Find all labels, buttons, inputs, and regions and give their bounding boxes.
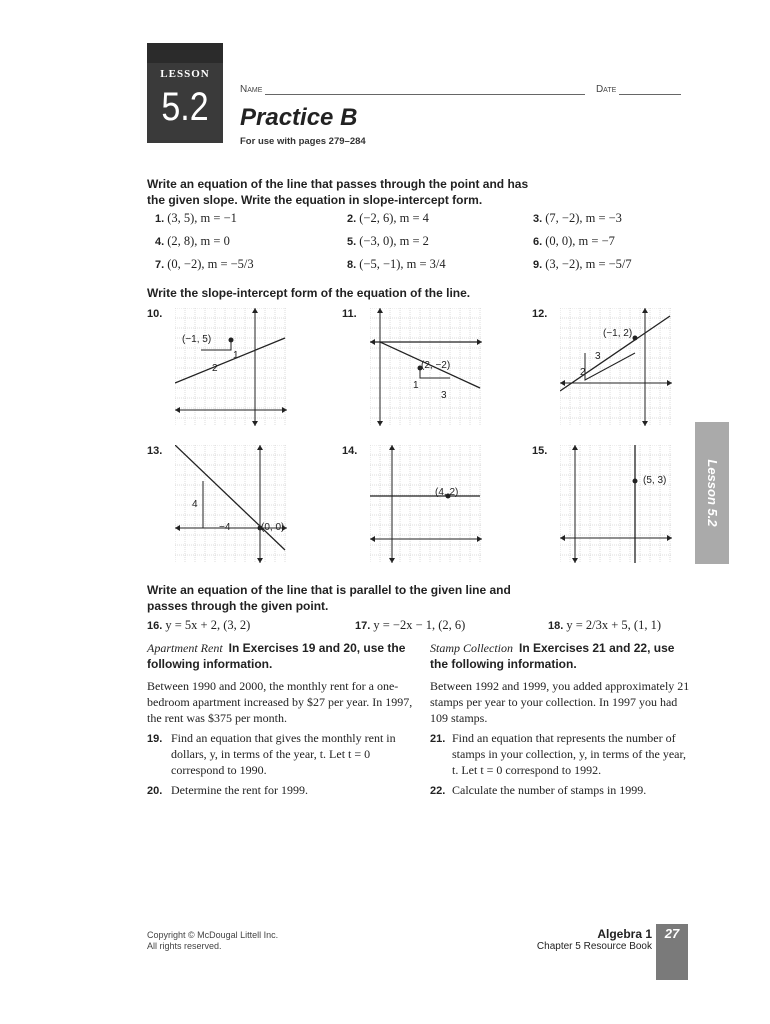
parallel-exercise xyxy=(355,618,465,633)
q21-number: 21. xyxy=(430,733,446,745)
y-axis-arrow xyxy=(642,421,648,426)
name-date-row xyxy=(240,84,681,95)
exercise-number: 5. xyxy=(347,236,360,248)
date-label: Date xyxy=(595,84,617,95)
y-axis-arrow xyxy=(257,558,263,563)
book-title: Algebra 1 xyxy=(597,927,652,941)
point-dot xyxy=(633,479,638,484)
exercise-text: (−5, −1), m = 3/4 xyxy=(359,257,446,271)
x-axis-arrow xyxy=(560,380,565,386)
graph-number: 11. xyxy=(342,308,357,320)
coordinate-graph xyxy=(560,308,672,426)
graph-point-label: 3 xyxy=(595,351,601,362)
lesson-label: LESSON xyxy=(160,68,210,80)
rights-text: All rights reserved. xyxy=(147,941,222,951)
q20-number: 20. xyxy=(147,785,163,797)
graph-number: 14. xyxy=(342,445,358,457)
side-tab-label: Lesson 5.2 xyxy=(705,459,720,527)
question-21 xyxy=(430,730,692,778)
exercise-item xyxy=(533,211,622,226)
y-axis-arrow xyxy=(642,308,648,313)
exercise-number: 1. xyxy=(155,213,168,225)
exercise-number: 4. xyxy=(155,236,168,248)
resource-title: Chapter 5 Resource Book xyxy=(536,941,652,952)
q19-number: 19. xyxy=(147,733,163,745)
exercise-item xyxy=(533,257,632,272)
x-axis-arrow xyxy=(370,536,375,542)
stamps-heading xyxy=(430,640,692,672)
exercise-item xyxy=(155,234,230,249)
exercise-item xyxy=(347,211,429,226)
x-axis-arrow xyxy=(560,535,565,541)
page-title: Practice B xyxy=(240,104,358,131)
coordinate-graph xyxy=(370,445,482,563)
x-axis-arrow xyxy=(477,536,482,542)
x-axis-arrow xyxy=(175,525,180,531)
graph-number: 13. xyxy=(147,445,163,457)
name-label: Name xyxy=(240,84,263,95)
exercise-text: y = −2x − 1, (2, 6) xyxy=(373,618,466,632)
exercise-item xyxy=(347,234,429,249)
q22-number: 22. xyxy=(430,785,446,797)
exercise-text: (3, −2), m = −5/7 xyxy=(545,257,632,271)
exercise-number: 9. xyxy=(533,259,546,271)
graph-point-label: 4 xyxy=(192,499,198,510)
apartment-topic: Apartment Rent xyxy=(147,641,223,655)
graph-point-label: (0, 0) xyxy=(261,522,285,533)
graph-number: 10. xyxy=(147,308,163,320)
y-axis-arrow xyxy=(377,421,383,426)
slope-triangle xyxy=(203,481,260,528)
page-range: For use with pages 279–284 xyxy=(240,136,366,147)
graph-point-label: 3 xyxy=(441,390,447,401)
graph-point-label: (−1, 2) xyxy=(603,328,633,339)
y-axis-arrow xyxy=(377,308,383,313)
exercise-text: (0, 0), m = −7 xyxy=(545,234,615,248)
exercise-number: 16. xyxy=(147,620,166,632)
y-axis-arrow xyxy=(252,421,258,426)
copyright-text: Copyright © McDougal Littell Inc. xyxy=(147,930,279,940)
apartment-heading-text: In Exercises 19 and 20, use the following information. xyxy=(147,641,406,671)
graph-point-label: (2, −2) xyxy=(421,360,451,371)
exercise-number: 6. xyxy=(533,236,546,248)
graph-point-label: (5, 3) xyxy=(643,475,667,486)
graph-number: 15. xyxy=(532,445,548,457)
graph-point-label: (4, 2) xyxy=(435,487,459,498)
coordinate-graph xyxy=(175,445,287,563)
question-22 xyxy=(430,782,692,799)
graph-point-label: 1 xyxy=(233,350,239,361)
exercise-item xyxy=(533,234,615,249)
coordinate-graph xyxy=(370,308,482,426)
y-axis-arrow xyxy=(572,558,578,563)
lesson-side-tab xyxy=(695,422,729,564)
section3-instruction: Write an equation of the line that is parallel to the given line and passes through the given point. xyxy=(147,583,511,613)
page-number: 27 xyxy=(656,924,688,980)
lesson-number: 5.2 xyxy=(161,85,209,129)
y-axis-arrow xyxy=(257,445,263,450)
exercise-number: 18. xyxy=(548,620,567,632)
exercise-item xyxy=(155,211,237,226)
q20-text: Determine the rent for 1999. xyxy=(171,783,308,797)
x-axis-arrow xyxy=(667,380,672,386)
section1-instruction: Write an equation of the line that passes through the point and has the given slope. Write the equation in slope-intercept form. xyxy=(147,177,529,207)
exercise-item xyxy=(155,257,254,272)
exercise-text: (0, −2), m = −5/3 xyxy=(167,257,254,271)
parallel-exercise xyxy=(147,618,250,633)
apartment-heading xyxy=(147,640,409,672)
exercise-number: 7. xyxy=(155,259,168,271)
graph-point-label: (−1, 5) xyxy=(182,334,212,345)
y-axis-arrow xyxy=(389,558,395,563)
stamps-body: Between 1992 and 1999, you added approximately 21 stamps per year to your collection. In 1997 you had 109 stamps. xyxy=(430,679,690,725)
exercise-text: (2, 8), m = 0 xyxy=(167,234,230,248)
footer-copyright xyxy=(147,930,278,952)
exercise-number: 3. xyxy=(533,213,546,225)
section2-instruction: Write the slope-intercept form of the equation of the line. xyxy=(147,286,471,300)
graph-point-label: 2 xyxy=(580,367,586,378)
x-axis-arrow xyxy=(282,407,287,413)
graph-point-label: −4 xyxy=(219,522,231,533)
point-dot xyxy=(633,336,638,341)
exercise-text: (7, −2), m = −3 xyxy=(545,211,622,225)
exercise-text: y = 5x + 2, (3, 2) xyxy=(165,618,251,632)
graph-point-label: 2 xyxy=(212,363,218,374)
graph-number: 12. xyxy=(532,308,548,320)
exercise-text: y = 2/3x + 5, (1, 1) xyxy=(566,618,662,632)
q21-text: Find an equation that represents the number of stamps in your collection, y, in terms of the year, t. Let t = 0 correspond to 1992. xyxy=(452,731,687,777)
coordinate-graph xyxy=(175,308,287,426)
exercise-item xyxy=(347,257,446,272)
point-dot xyxy=(229,338,234,343)
stamps-topic: Stamp Collection xyxy=(430,641,513,655)
exercise-text: (−3, 0), m = 2 xyxy=(359,234,429,248)
q22-text: Calculate the number of stamps in 1999. xyxy=(452,783,647,797)
y-axis-arrow xyxy=(252,308,258,313)
exercise-text: (−2, 6), m = 4 xyxy=(359,211,429,225)
parallel-exercise xyxy=(548,618,661,633)
graph-point-label: 1 xyxy=(413,380,419,391)
name-line[interactable] xyxy=(265,94,585,95)
exercise-text: (3, 5), m = −1 xyxy=(167,211,237,225)
stamps-heading-text: In Exercises 21 and 22, use the following information. xyxy=(430,641,675,671)
apartment-body: Between 1990 and 2000, the monthly rent for a one-bedroom apartment increased by $27 per year. In 1997, the rent was $375 per month. xyxy=(147,679,413,725)
exercise-number: 2. xyxy=(347,213,360,225)
graph-line xyxy=(175,445,285,550)
lesson-badge xyxy=(147,43,223,143)
y-axis-arrow xyxy=(572,445,578,450)
x-axis-arrow xyxy=(667,535,672,541)
question-20 xyxy=(147,782,413,799)
coordinate-graph xyxy=(560,445,672,563)
footer-book xyxy=(537,927,652,952)
date-line[interactable] xyxy=(619,94,681,95)
exercise-number: 17. xyxy=(355,620,374,632)
q19-text: Find an equation that gives the monthly rent in dollars, y, in terms of the year, t. Let t = 0 correspond to 1990. xyxy=(171,731,396,777)
exercise-number: 8. xyxy=(347,259,360,271)
question-19 xyxy=(147,730,413,778)
